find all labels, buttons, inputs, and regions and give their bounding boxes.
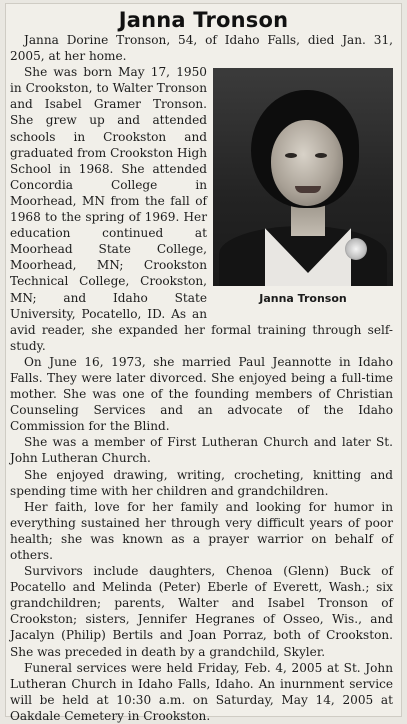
portrait-photo [213, 68, 393, 286]
obituary-body [10, 32, 393, 724]
obituary-clipping [6, 4, 401, 723]
paragraph-services: Funeral services were held Friday, Feb. 4, 2005 at St. John Lutheran Church in Idaho Falls, Idaho. An inurnment service will be held at 10:30 a.m. on Saturday, May 14, 2005 at Oakdale Cemetery in Crookston. [10, 660, 393, 723]
obituary-title: Janna Tronson [118, 8, 289, 32]
paragraph-survivors: Survivors include daughters, Chenoa (Glenn) Buck of Pocatello and Melinda (Peter) Eberle of Everett, Wash.; six grandchildren; parents, Walter and Isabel Tronson of Crookston; sisters, Jennifer Hegranes of Osseo, Wis., and Jacalyn (Philip) Bertils and Joan Porraz, both of Crookston. She was preceded in death by a grandchild, Skyler. [10, 564, 393, 659]
paragraph-faith: Her faith, love for her family and looking for humor in everything sustained her through very difficult years of poor health; she was known as a prayer warrior on behalf of others. [10, 499, 393, 562]
paragraph-death: Janna Dorine Tronson, 54, of Idaho Falls, died Jan. 31, 2005, at her home. [10, 33, 393, 64]
paragraph-hobbies: She enjoyed drawing, writing, crocheting, knitting and spending time with her children and grandchildren. [10, 467, 393, 498]
portrait-figure [213, 68, 393, 307]
paragraph-early-life: She was born May 17, 1950 in Crookston, to Walter Tronson and Isabel Gramer Tronson. She grew up and attended schools in Crookston and graduated from Crookston High School in 1968. She attended Concordia College in Moorhead, MN from the fall of 1968 to the spring of 1969. Her education continued at Moorhead State College, Moorhead, MN; Crookston Technical College, Crookston, MN; and Idaho State University, Pocatello, ID. As an avid reader, she expanded her formal training through self-study. [10, 65, 393, 353]
photo-caption: Janna Tronson [259, 292, 347, 306]
paragraph-church: She was a member of First Lutheran Church and later St. John Lutheran Church. [10, 435, 393, 466]
paragraph-marriage: On June 16, 1973, she married Paul Jeannotte in Idaho Falls. They were later divorced. She enjoyed being a full-time mother. She was one of the founding members of Christian Counseling Services and an advocate of the Idaho Commission for the Blind. [10, 354, 393, 434]
